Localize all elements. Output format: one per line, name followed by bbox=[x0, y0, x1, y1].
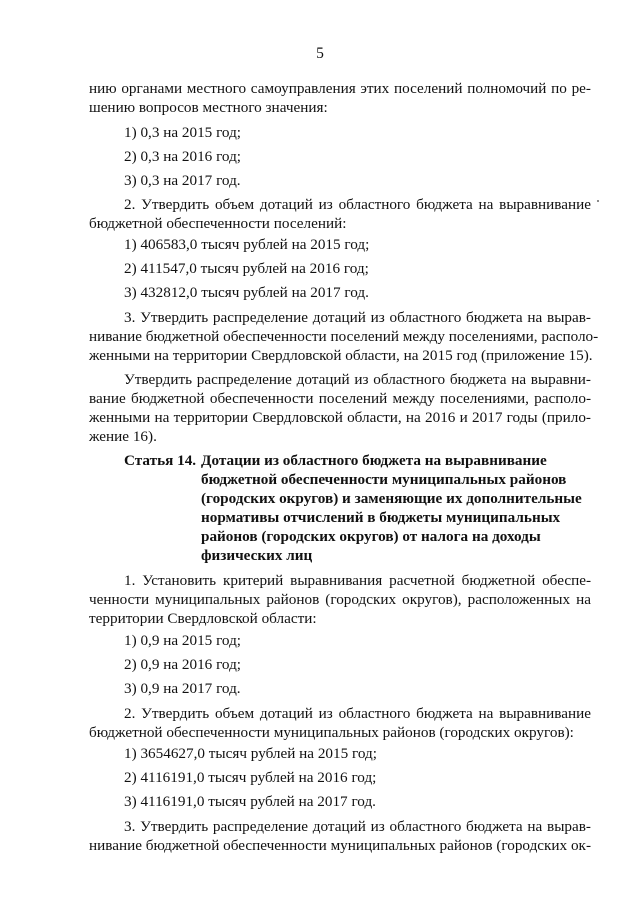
text-line: ченности муниципальных районов (городских округов), расположенных на bbox=[89, 591, 591, 608]
text-line: нию органами местного самоуправления этих поселений полномочий по ре- bbox=[89, 80, 591, 97]
article-heading-line: районов (городских округов) от налога на доходы bbox=[201, 528, 541, 545]
text-line: 3. Утвердить распределение дотаций из областного бюджета на вырав- bbox=[124, 818, 591, 835]
text-line: вание бюджетной обеспеченности поселений между поселениями, располо- bbox=[89, 390, 591, 407]
text-line: 1. Установить критерий выравнивания расчетной бюджетной обеспе- bbox=[124, 572, 591, 589]
scan-speck bbox=[597, 200, 599, 202]
list-item: 1) 406583,0 тысяч рублей на 2015 год; bbox=[124, 236, 370, 253]
list-item: 3) 0,9 на 2017 год. bbox=[124, 680, 241, 697]
text-line: нивание бюджетной обеспеченности поселений между поселениями, располо- bbox=[89, 328, 599, 345]
article-number: Статья 14. bbox=[124, 452, 197, 469]
text-line: 3. Утвердить распределение дотаций из областного бюджета на вырав- bbox=[124, 309, 591, 326]
text-line: жение 16). bbox=[89, 428, 157, 445]
list-item: 2) 4116191,0 тысяч рублей на 2016 год; bbox=[124, 769, 377, 786]
list-item: 3) 0,3 на 2017 год. bbox=[124, 172, 241, 189]
list-item: 2) 0,3 на 2016 год; bbox=[124, 148, 242, 165]
article-heading-line: Дотации из областного бюджета на выравнивание bbox=[201, 452, 547, 469]
list-item: 2) 411547,0 тысяч рублей на 2016 год; bbox=[124, 260, 369, 277]
list-item: 3) 432812,0 тысяч рублей на 2017 год. bbox=[124, 284, 369, 301]
list-item: 1) 3654627,0 тысяч рублей на 2015 год; bbox=[124, 745, 377, 762]
text-line: нивание бюджетной обеспеченности муниципальных районов (городских ок- bbox=[89, 837, 591, 854]
list-item: 2) 0,9 на 2016 год; bbox=[124, 656, 242, 673]
list-item: 1) 0,3 на 2015 год; bbox=[124, 124, 242, 141]
list-item: 1) 0,9 на 2015 год; bbox=[124, 632, 242, 649]
text-line: 2. Утвердить объем дотаций из областного бюджета на выравнивание bbox=[124, 196, 591, 213]
text-line: территории Свердловской области: bbox=[89, 610, 317, 627]
article-heading-line: (городских округов) и заменяющие их дополнительные bbox=[201, 490, 582, 507]
text-line: 2. Утвердить объем дотаций из областного бюджета на выравнивание bbox=[124, 705, 591, 722]
list-item: 3) 4116191,0 тысяч рублей на 2017 год. bbox=[124, 793, 376, 810]
text-line: шению вопросов местного значения: bbox=[89, 99, 328, 116]
article-heading-line: бюджетной обеспеченности муниципальных районов bbox=[201, 471, 567, 488]
article-heading-line: нормативы отчислений в бюджеты муниципальных bbox=[201, 509, 561, 526]
article-heading-line: физических лиц bbox=[201, 547, 313, 564]
text-line: бюджетной обеспеченности поселений: bbox=[89, 215, 347, 232]
text-line: женными на территории Свердловской области, на 2015 год (приложение 15). bbox=[89, 347, 593, 364]
text-line: Утвердить распределение дотаций из областного бюджета на выравни- bbox=[124, 371, 591, 388]
text-line: бюджетной обеспеченности муниципальных районов (городских округов): bbox=[89, 724, 574, 741]
page-number: 5 bbox=[316, 45, 324, 62]
text-line: женными на территории Свердловской области, на 2016 и 2017 годы (прило- bbox=[89, 409, 591, 426]
